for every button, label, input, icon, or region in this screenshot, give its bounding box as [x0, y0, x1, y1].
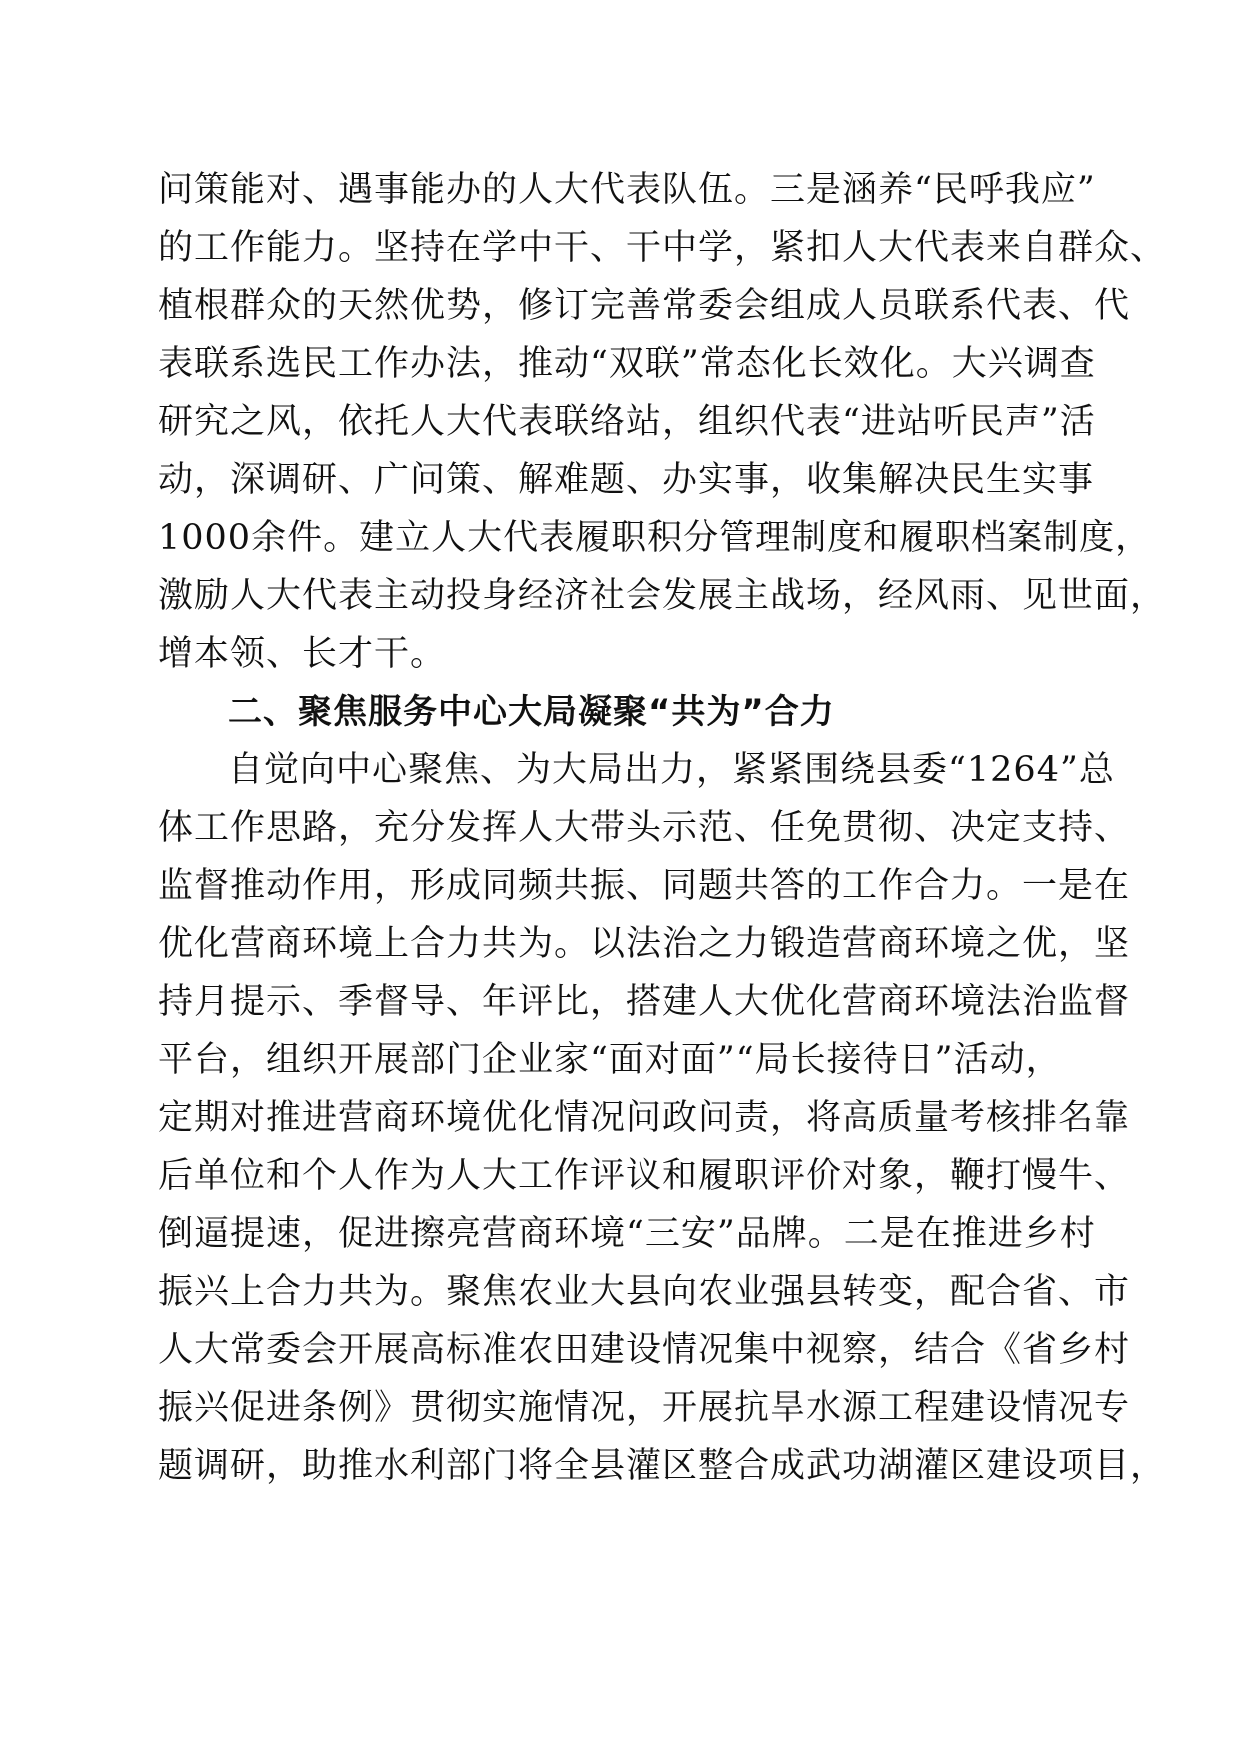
text-line: 倒逼提速，促进擦亮营商环境“三安”品牌。二是在推进乡村 [158, 1214, 1096, 1254]
text-line: 增本领、长才干。 [158, 634, 447, 674]
text-line: 定期对推进营商环境优化情况问政问责，将高质量考核排名靠 [158, 1098, 1131, 1138]
text-line: 体工作思路，充分发挥人大带头示范、任免贯彻、决定支持、 [158, 808, 1131, 848]
text-line: 自觉向中心聚焦、为大局出力，紧紧围绕县委“1264”总 [228, 750, 1115, 790]
text-line: 问策能对、遇事能办的人大代表队伍。三是涵养“民呼我应” [158, 170, 1096, 210]
text-line: 题调研，助推水利部门将全县灌区整合成武功湖灌区建设项目， [158, 1446, 1167, 1486]
text-line: 植根群众的天然优势，修订完善常委会组成人员联系代表、代 [158, 286, 1131, 326]
text-line: 1000余件。建立人大代表履职积分管理制度和履职档案制度， [158, 518, 1152, 558]
text-line: 平台，组织开展部门企业家“面对面”“局长接待日”活动， [158, 1040, 1062, 1080]
text-line: 监督推动作用，形成同频共振、同题共答的工作合力。一是在 [158, 866, 1131, 906]
text-line: 后单位和个人作为人大工作评议和履职评价对象，鞭打慢牛、 [158, 1156, 1131, 1196]
text-line: 人大常委会开展高标准农田建设情况集中视察，结合《省乡村 [158, 1330, 1131, 1370]
text-line: 激励人大代表主动投身经济社会发展主战场，经风雨、见世面， [158, 576, 1167, 616]
section-heading: 二、聚焦服务中心大局凝聚“共为”合力 [228, 692, 835, 732]
text-line: 优化营商环境上合力共为。以法治之力锻造营商环境之优，坚 [158, 924, 1131, 964]
text-line: 的工作能力。坚持在学中干、干中学，紧扣人大代表来自群众、 [158, 228, 1167, 268]
text-line: 振兴上合力共为。聚焦农业大县向农业强县转变，配合省、市 [158, 1272, 1131, 1312]
text-line: 持月提示、季督导、年评比，搭建人大优化营商环境法治监督 [158, 982, 1131, 1022]
text-line: 动，深调研、广问策、解难题、办实事，收集解决民生实事 [158, 460, 1095, 500]
text-line: 振兴促进条例》贯彻实施情况，开展抗旱水源工程建设情况专 [158, 1388, 1131, 1428]
text-line: 表联系选民工作办法，推动“双联”常态化长效化。大兴调查 [158, 344, 1096, 384]
text-line: 研究之风，依托人大代表联络站，组织代表“进站听民声”活 [158, 402, 1096, 442]
